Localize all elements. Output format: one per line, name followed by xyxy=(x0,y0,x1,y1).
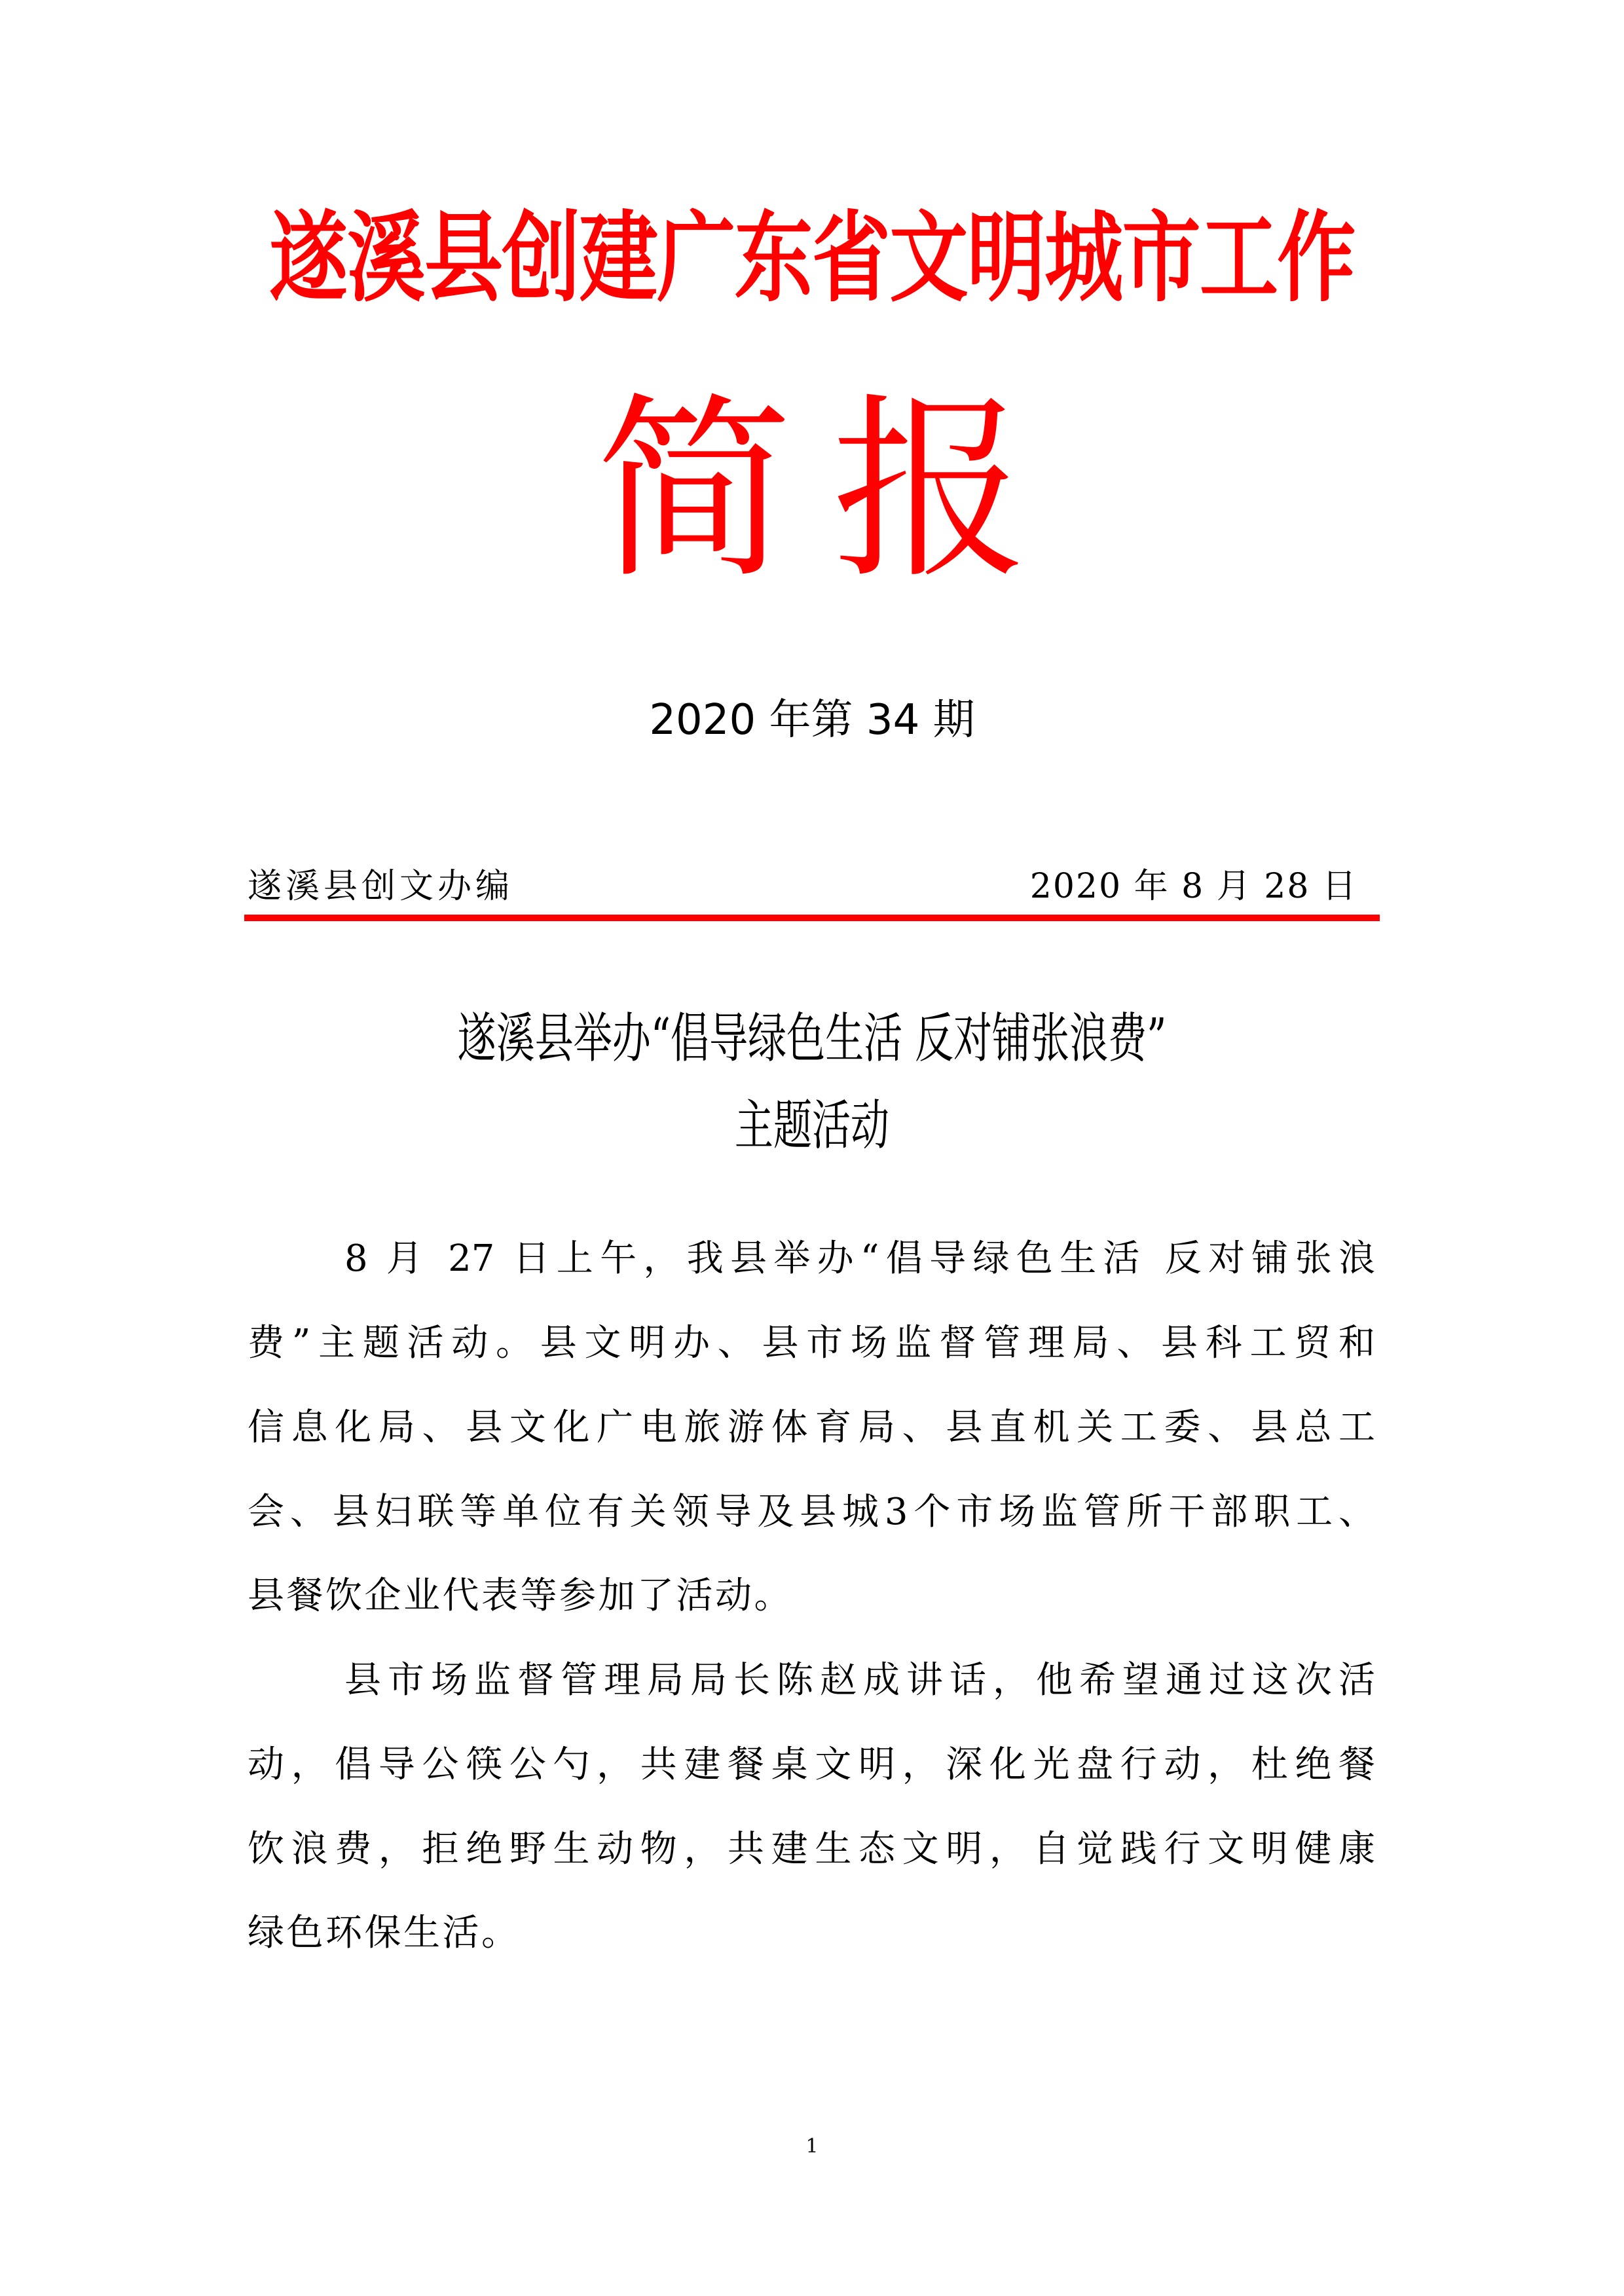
paragraph-line: 县餐饮企业代表等参加了活动。 xyxy=(248,1575,793,1617)
paragraph-line: 县市场监督管理局局长陈赵成讲话，他希望通过这次活 xyxy=(344,1659,1375,1702)
editor-label: 遂溪县创文办编 xyxy=(248,867,514,906)
red-divider-rule xyxy=(244,915,1380,921)
paragraph-line: 8 月 27 日上午，我县举办“倡导绿色生活 反对铺张浪 xyxy=(344,1237,1375,1280)
paragraph-line: 绿色环保生活。 xyxy=(248,1912,521,1954)
brief-char-bao: 报 xyxy=(832,376,1028,605)
paragraph-line: 费”主题活动。县文明办、县市场监督管理局、县科工贸和 xyxy=(248,1322,1375,1364)
page-number: 1 xyxy=(805,2135,819,2158)
masthead-title-text: 遂溪县创建广东省文明城市工作 xyxy=(269,202,1355,316)
paragraph-line: 会、县妇联等单位有关领导及县城3个市场监管所干部职工、 xyxy=(248,1491,1375,1533)
meta-row xyxy=(248,863,1357,910)
paragraph-line: 饮浪费，拒绝野生动物，共建生态文明，自觉践行文明健康 xyxy=(248,1828,1375,1870)
article-headline-line-1 xyxy=(236,996,1388,1082)
issue-number: 2020 年第 34 期 xyxy=(649,696,975,744)
headline-text-1: 遂溪县举办“倡导绿色生活 反对铺张浪费” xyxy=(457,1008,1167,1070)
paragraph-line: 动，倡导公筷公勺，共建餐桌文明，深化光盘行动，杜绝餐 xyxy=(248,1743,1375,1786)
paragraph-line: 信息化局、县文化广电旅游体育局、县直机关工委、县总工 xyxy=(248,1406,1375,1449)
headline-text-2: 主题活动 xyxy=(734,1095,890,1157)
brief-char-jian: 简 xyxy=(596,376,792,605)
publish-date: 2020 年 8 月 28 日 xyxy=(1029,867,1357,906)
article-headline-line-2 xyxy=(236,1084,1388,1169)
masthead-title xyxy=(0,196,1624,321)
masthead-brief xyxy=(0,367,1624,615)
